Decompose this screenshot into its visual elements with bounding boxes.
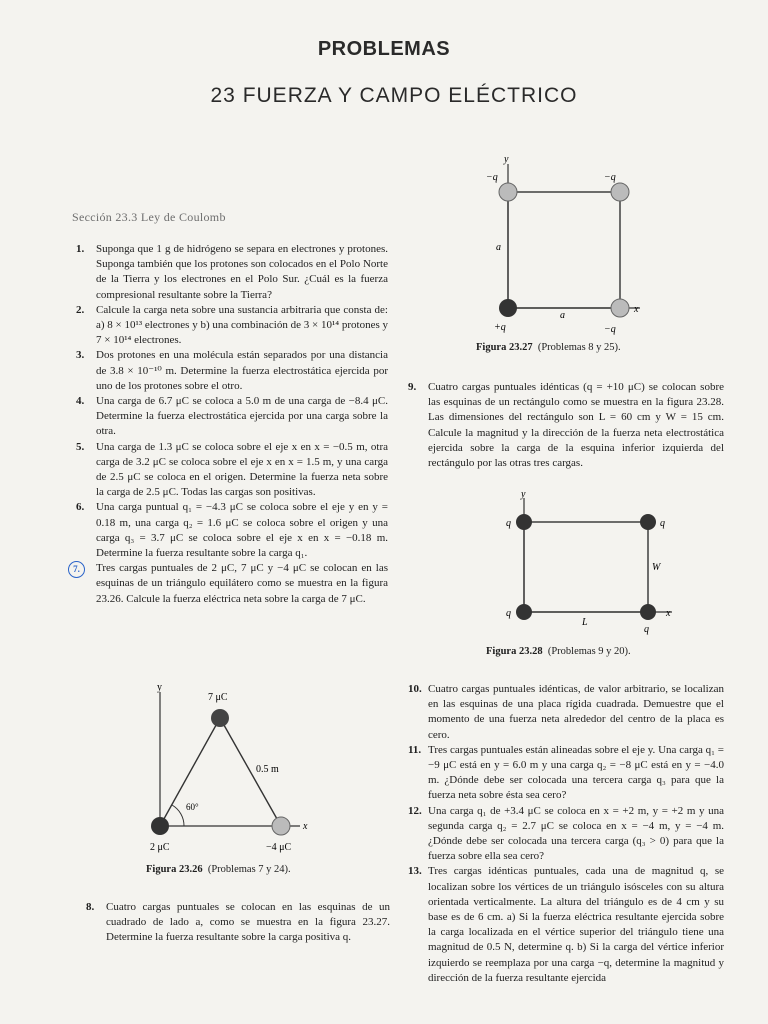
figure-23-27-caption [476,342,621,353]
problem-item [408,682,724,743]
fig27-bl-charge: +q [494,322,506,333]
fig27-y-label: y [504,154,509,165]
fig26-top-charge: 7 μC [208,692,228,703]
problem-item [76,440,388,501]
section-heading: Sección 23.3 Ley de Coulomb [72,210,226,224]
caption-text: (Problemas 9 y 20). [547,646,631,657]
fig28-bl-charge: q [506,608,511,619]
problem-item-circled [73,561,388,607]
problem-item [76,500,388,561]
problem-text: Tres cargas puntuales de 2 μC, 7 μC y −4 μC se colocan en las esquinas de un triángulo equilátero como se muestra en la figura 23.26. Calcule la fuerza eléctrica neta sobre la carga de 7 μC. [96,562,388,605]
problem-text: Cuatro cargas puntuales idénticas, de valor arbitrario, se localizan en las esquinas de una placa rígida cuadrada. Demuestre que el momento de una fuerza neta alrededor del centro de la placa es cero. [428,683,724,741]
problem-item [76,394,388,440]
problem-number: 4. [76,395,85,408]
caption-text: (Problemas 8 y 25). [537,342,621,353]
circled-problem-number: 7. [68,561,85,578]
caption-text: (Problemas 7 y 24). [207,864,291,875]
problem-item [76,303,388,349]
problem-number: 6. [76,501,85,514]
problem-item [76,348,388,394]
problem-text: Suponga que 1 g de hidrógeno se separa en electrones y protones. Suponga también que los protones son colocados en el Polo Norte de la Tierra y los electrones en el Polo Sur. ¿Cuál es la fuerza compresional resultante sobre la Tierra? [96,243,388,301]
problem-text: Una carga de 6.7 μC se coloca a 5.0 m de una carga de −8.4 μC. Determine la fuerza electrostática ejercida por una carga sobre la otra. [96,395,388,438]
problem-number: 3. [76,349,85,362]
problem-text: Tres cargas idénticas puntuales, cada una de magnitud q, se localizan sobre los vértices de un triángulo isósceles con su altura orientada verticalmente. La altura del triángulo es de 4 cm y su base es de 6 cm. a) Si la fuerza eléctrica resultante ejercida sobre la carga localizada en el vértice superior del triángulo tiene una magnitud de 0.5 N, determine q. b) Si la carga del vértice inferior izquierdo se reemplaza por una carga −q, determine la magnitud y dirección de la fuerza resultante ejercida [428,865,724,984]
fig28-tl-charge: q [506,518,511,529]
problem-text: Tres cargas puntuales están alineadas sobre el eje y. Una carga q₁ = −9 μC está en y = 6.0 m y una carga q₂ = −8 μC está en y = −4.0 m. ¿Dónde debe ser colocada una tercera carga q₃ para que la fuerza neta sobre ésta sea cero? [428,743,724,802]
fig26-left-charge: 2 μC [150,842,170,853]
problem-text: Calcule la carga neta sobre una sustancia arbitraria que consta de: a) 8 × 10¹³ electrones y b) una combinación de 3 × 10¹⁴ protones y 7 × 10¹⁴ electrones. [96,303,388,347]
problem-item [408,380,724,471]
problem-text: Dos protones en una molécula están separados por una distancia de 3.8 × 10⁻¹⁰ m. Determine la fuerza electrostática ejercida por uno de los protones sobre el otro. [96,349,388,392]
problem-item [408,743,724,804]
fig26-x-label: x [303,821,308,832]
figure-23-28-diagram [496,488,686,638]
figure-23-28-caption [486,646,631,657]
figure-23-26-diagram [140,680,340,860]
caption-label: Figura 23.27 [476,342,533,353]
problem-text: Una carga q₁ de +3.4 μC se coloca en x = +2 m, y = +2 m y una segunda carga q₂ = 2.7 μC se coloca en x = −4 m, y = −4 m. ¿Dónde debe ser colocada una tercera carga (q₃ > 0) para que la fuerza sobre ella sea cero? [428,804,724,863]
fig28-l-label: L [582,617,588,628]
fig28-w-label: W [652,562,661,573]
problems-left-column [73,242,388,607]
fig28-tr-charge: q [660,518,665,529]
problems-right-column [408,380,724,471]
caption-label: Figura 23.26 [146,864,203,875]
fig28-y-label: y [521,489,526,500]
problem-number: 11. [408,743,422,756]
problem-number: 8. [86,901,95,913]
problem-item [408,804,724,865]
fig26-side-length: 0.5 m [256,764,279,775]
problem-number: 5. [76,440,85,453]
figure-23-27-diagram [480,150,650,340]
problem-8 [86,900,390,946]
chapter-title: 23 FUERZA Y CAMPO ELÉCTRICO [210,84,578,107]
fig26-angle: 60° [186,802,199,812]
problem-number: 13. [408,865,422,878]
fig26-right-charge: −4 μC [266,842,292,853]
problem-item [76,242,388,303]
fig27-tr-charge: −q [604,172,616,183]
problem-text: Una carga de 1.3 μC se coloca sobre el eje x en x = −0.5 m, otra carga de 3.2 μC se coloca sobre el eje x en x = 1.5 m, y una carga de 2.5 μC se coloca en el origen. Determine la fuerza neta sobre la carga de 2.5 μC. Todas las cargas son positivas. [96,440,388,499]
fig28-x-label: x [666,608,671,619]
fig27-bottom-label: a [560,310,565,321]
problem-number: 2. [76,303,85,316]
problems-right-column-2 [408,682,724,986]
fig28-br-charge: q [644,624,649,635]
problem-text: Cuatro cargas puntuales idénticas (q = +10 μC) se colocan sobre las esquinas de un rectángulo como se muestra en la figura 23.28. Las dimensiones del rectángulo son L = 60 cm y W = 15 cm. Calcule la magnitud y la dirección de la fuerza neta electrostática ejercida sobre la carga de la esquina inferior izquierda del rectángulo por las otras tres cargas. [428,381,724,470]
caption-label: Figura 23.28 [486,646,543,657]
figure-23-26-caption [146,864,291,875]
fig27-x-label: x [634,304,639,315]
problem-number: 10. [408,683,422,695]
page-title: PROBLEMAS [317,38,451,60]
problem-number: 1. [76,243,85,255]
fig26-y-label: y [157,682,162,693]
problem-text: Una carga puntual q₁ = −4.3 μC se coloca sobre el eje y en y = 0.18 m, una carga q₂ = 1.6 μC se coloca sobre el origen y una carga q₃ = 3.7 μC se coloca sobre el eje x en x = −0.18 m. Determine la fuerza resultante sobre la carga q₁. [96,501,388,560]
fig27-side-label: a [496,242,501,253]
problem-item [408,864,724,986]
fig27-tl-charge: −q [486,172,498,183]
problem-text: Cuatro cargas puntuales se colocan en las esquinas de un cuadrado de lado a, como se muestra en la figura 23.27. Determine la fuerza resultante sobre la carga positiva q. [106,901,390,944]
fig27-br-charge: −q [604,324,616,335]
problem-number: 9. [408,381,417,393]
problem-number: 12. [408,804,422,817]
